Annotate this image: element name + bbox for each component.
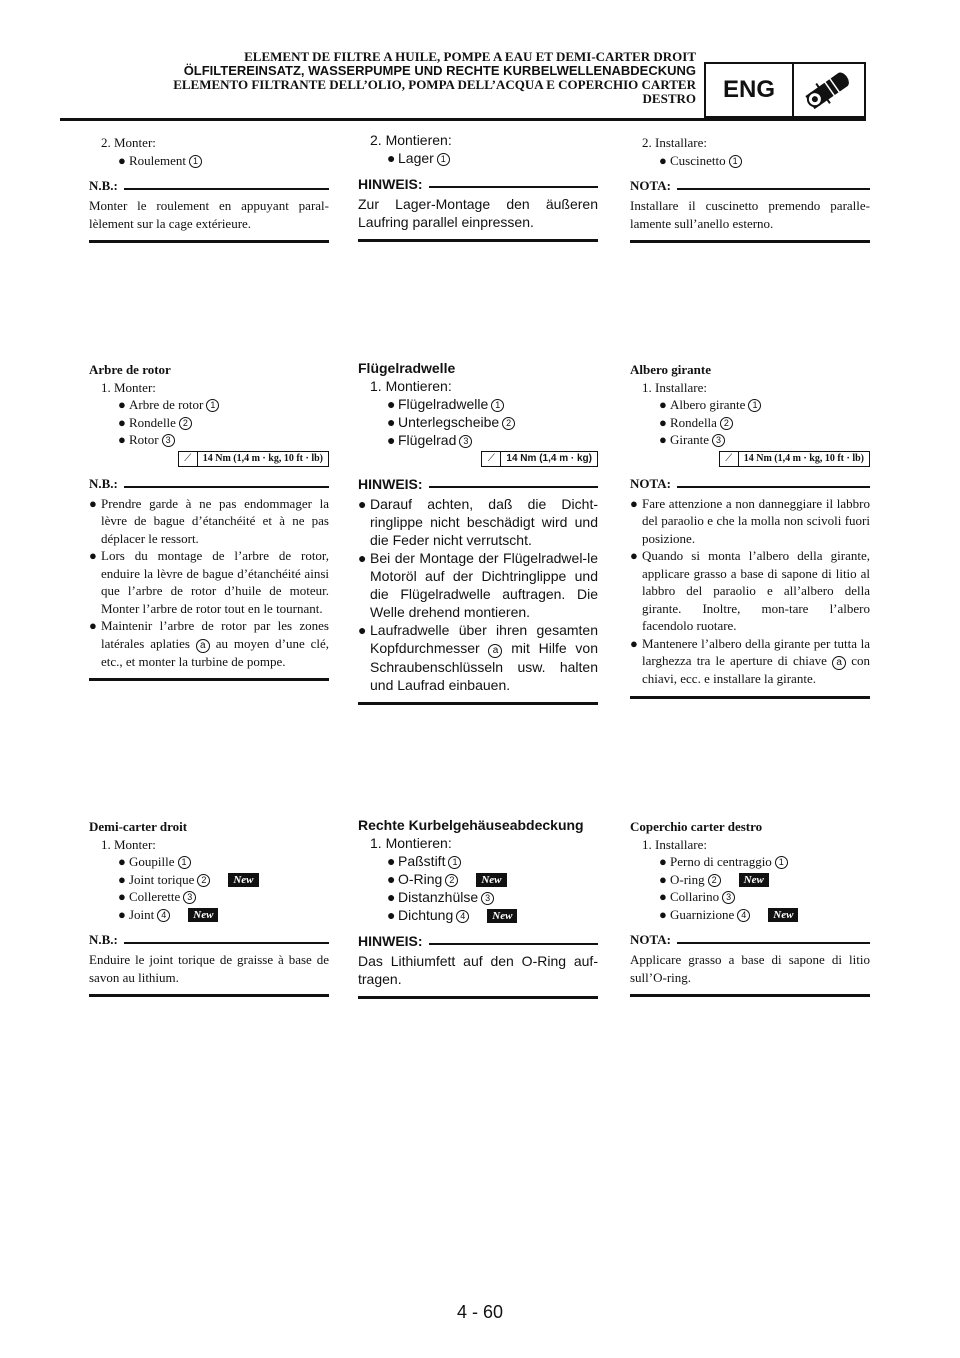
- list-item: ● Rondella 2: [630, 414, 870, 432]
- section-title: Rechte Kurbelgehäuseabdeckung: [358, 817, 584, 833]
- note-bullet: ● Bei der Montage der Flügelradwel-le Motoröl auf der Dichtringlippe und die Flügelradwelle auftragen. Die Welle drehend montieren.: [358, 550, 598, 620]
- header-title-fr: ELEMENT DE FILTRE A HUILE, POMPE A EAU ET DEMI-CARTER DROIT: [244, 49, 696, 64]
- list-item: ● Distanzhülse 3: [358, 888, 598, 906]
- list-item: ● Girante 3: [630, 431, 870, 449]
- new-part-badge: New: [739, 873, 769, 887]
- note-heading: NOTA:: [630, 475, 870, 495]
- note-bullet: ● Maintenir l’arbre de rotor par les zones latérales aplaties a au moyen d’une clé, etc., et monter la turbine de pompe.: [89, 618, 330, 669]
- list-item: ● Goupille 1: [89, 853, 329, 871]
- section-title: Demi-carter droit: [89, 819, 188, 834]
- section-title: Coperchio carter destro: [630, 819, 763, 834]
- it-section-crankcase-cover: [630, 818, 870, 997]
- note-bullet: ● Mantenere l’albero della girante per tutta la larghezza tra le aperture di chiave a con chiavi, ecc. e installare la girante.: [630, 635, 871, 686]
- fr-section-crankcase-cover: [89, 818, 329, 997]
- list-item: ● Unterlegscheibe 2: [358, 413, 598, 431]
- section-title: Flügelradwelle: [358, 360, 456, 376]
- note-divider: [358, 702, 598, 705]
- list-item: ● Roulement 1: [89, 152, 329, 170]
- step-label: 1. Monter:: [101, 836, 156, 852]
- step-label: 2. Monter:: [101, 135, 156, 150]
- note-divider: [630, 696, 870, 699]
- note-bullet: ● Laufradwelle über ihren gesamten Kopfdurchmesser a mit Hilfe von Schraubenschlüsseln usw. halten und Laufrad einbauen.: [358, 622, 599, 693]
- list-item: ● Dichtung 4 New: [358, 906, 598, 924]
- note-heading: N.B.:: [89, 931, 329, 951]
- list-item: ● Joint 4 New: [89, 906, 329, 924]
- list-item: ● O-Ring 2 New: [358, 870, 598, 888]
- note-bullet: ● Darauf achten, daß die Dicht-ringlippe nicht beschädigt wird und die Feder nicht verrutscht.: [358, 496, 598, 548]
- note-heading: N.B.:: [89, 177, 329, 197]
- note-divider: [630, 240, 870, 243]
- de-section-crankcase-cover: [358, 816, 598, 999]
- header-divider: [60, 118, 866, 121]
- fr-section-bearing: [89, 134, 329, 243]
- new-part-badge: New: [228, 873, 258, 887]
- step-label: 1. Montieren:: [370, 835, 452, 851]
- note-text: Applicare grasso a base di sapone di litio sull’O-ring.: [630, 952, 870, 985]
- de-section-impeller-shaft: [358, 359, 598, 705]
- list-item: ● Flügelrad 3: [358, 431, 598, 449]
- step-label: 1. Installare:: [642, 379, 707, 395]
- note-divider: [630, 994, 870, 997]
- new-part-badge: New: [487, 909, 517, 923]
- de-section-bearing: [358, 131, 598, 242]
- step-label: 1. Montieren:: [370, 378, 452, 394]
- page-header: [60, 50, 696, 106]
- list-item: ● Perno di centraggio 1: [630, 853, 870, 871]
- it-section-bearing: [630, 134, 870, 243]
- note-divider: [358, 996, 598, 999]
- note-text: Das Lithiumfett auf den O-Ring auf-tragen.: [358, 953, 598, 987]
- header-title-it: ELEMENTO FILTRANTE DELL’OLIO, POMPA DELL’ACQUA E COPERCHIO CARTER: [173, 77, 696, 92]
- note-heading: NOTA:: [630, 931, 870, 951]
- list-item: ● Joint torique 2 New: [89, 871, 329, 889]
- list-item: ● O-ring 2 New: [630, 871, 870, 889]
- note-bullet: ● Quando si monta l’albero della girante, applicare grasso a base di sapone di litio al labbro del paraolio e all’albero della girante. Inoltre, mon-tare l’albero facendolo ruotare.: [630, 548, 870, 633]
- note-text: Zur Lager-Montage den äußeren Laufring parallel einpressen.: [358, 196, 598, 230]
- note-divider: [89, 240, 329, 243]
- list-item: ● Collarino 3: [630, 888, 870, 906]
- section-title: Arbre de rotor: [89, 362, 171, 377]
- wrench-icon: ⟋: [720, 452, 739, 466]
- header-title-de: ÖLFILTEREINSATZ, WASSERPUMPE UND RECHTE KURBELWELLENABDECKUNG: [183, 63, 696, 78]
- page-number: 4 - 60: [456, 1302, 504, 1322]
- step-label: 2. Installare:: [642, 135, 707, 150]
- list-item: ● Flügelradwelle 1: [358, 395, 598, 413]
- step-label: 2. Montieren:: [370, 132, 452, 148]
- list-item: ● Rotor 3: [89, 431, 329, 449]
- list-item: ● Paßstift 1: [358, 852, 598, 870]
- section-badge-label: ENG: [706, 64, 794, 116]
- note-divider: [89, 678, 329, 681]
- note-text: Monter le roulement en appuyant paral-lèlement sur la cage extérieure.: [89, 198, 329, 231]
- it-section-impeller-shaft: [630, 361, 870, 699]
- list-item: ● Albero girante 1: [630, 396, 870, 414]
- new-part-badge: New: [188, 908, 218, 922]
- list-item: ● Arbre de rotor 1: [89, 396, 329, 414]
- engine-icon: [794, 64, 864, 116]
- note-text: Enduire le joint torique de graisse à base de savon au lithium.: [89, 952, 329, 985]
- list-item: ● Rondelle 2: [89, 414, 329, 432]
- fr-section-rotor-shaft: [89, 361, 329, 681]
- list-item: ● Cuscinetto 1: [630, 152, 870, 170]
- section-title: Albero girante: [630, 362, 711, 377]
- header-title-it-2: DESTRO: [642, 91, 696, 106]
- note-divider: [89, 994, 329, 997]
- torque-spec: ⟋ 14 Nm (1,4 m · kg, 10 ft · lb): [630, 451, 870, 467]
- list-item: ● Lager 1: [358, 149, 598, 167]
- note-heading: HINWEIS:: [358, 932, 598, 952]
- wrench-icon: ⟋: [482, 452, 501, 466]
- torque-spec: ⟋ 14 Nm (1,4 m · kg, 10 ft · lb): [89, 451, 329, 467]
- note-bullet: ● Lors du montage de l’arbre de rotor, enduire la lèvre de bague d’étanchéité ainsi que l’arbre de rotor d’huile de moteur. Monter l’arbre de rotor tout en le tournant.: [89, 548, 329, 616]
- note-heading: NOTA:: [630, 177, 870, 197]
- note-bullet: ● Prendre garde à ne pas endommager la lèvre de bague d’étanchéité et à ne pas déplacer le ressort.: [89, 495, 329, 546]
- new-part-badge: New: [768, 908, 798, 922]
- list-item: ● Guarnizione 4 New: [630, 906, 870, 924]
- section-badge: [704, 62, 866, 118]
- note-heading: HINWEIS:: [358, 475, 598, 495]
- note-heading: N.B.:: [89, 475, 329, 495]
- note-heading: HINWEIS:: [358, 175, 598, 195]
- step-label: 1. Installare:: [642, 836, 707, 852]
- step-label: 1. Monter:: [101, 379, 156, 395]
- note-bullet: ● Fare attenzione a non danneggiare il labbro del paraolio e che la molla non scivoli fuori posizione.: [630, 495, 870, 546]
- note-divider: [358, 239, 598, 242]
- note-text: Installare il cuscinetto premendo paralle-lamente sull’anello esterno.: [630, 198, 870, 231]
- list-item: ● Collerette 3: [89, 888, 329, 906]
- new-part-badge: New: [476, 873, 506, 887]
- wrench-icon: ⟋: [179, 452, 198, 466]
- torque-spec: ⟋ 14 Nm (1,4 m · kg): [358, 451, 598, 467]
